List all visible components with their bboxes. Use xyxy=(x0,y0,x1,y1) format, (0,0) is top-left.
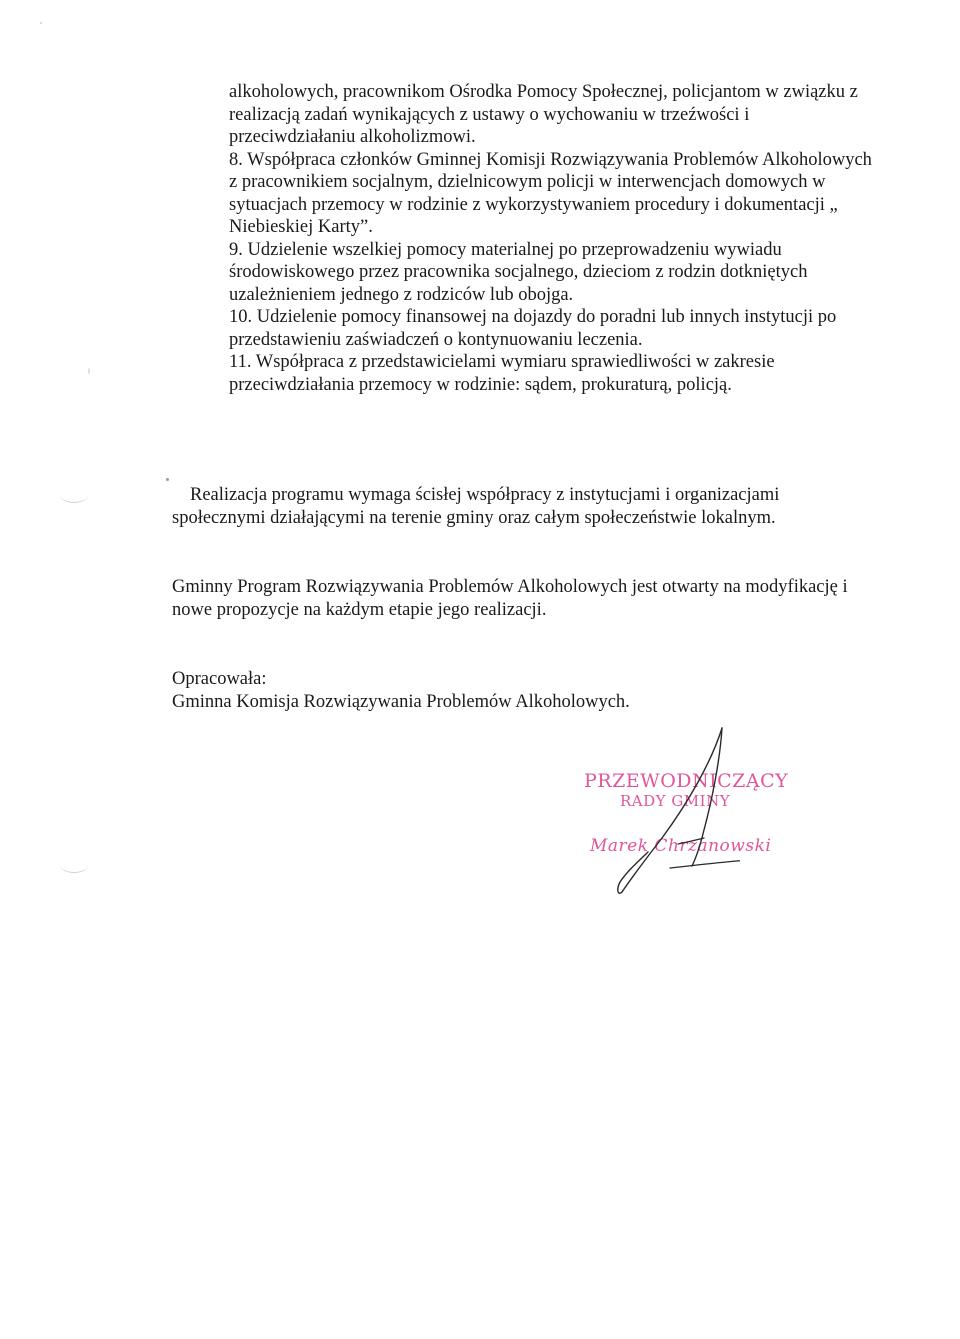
paragraph-realizacja xyxy=(172,484,872,529)
scan-speck xyxy=(88,368,90,374)
paragraph-realizacja-text: Realizacja programu wymaga ścisłej współpracy z instytucjami i organizacjami społecznymi działającymi na terenie gminy oraz całym społeczeństwie lokalnym. xyxy=(172,485,780,528)
scan-speck xyxy=(40,22,42,24)
scan-edge-mark xyxy=(60,858,88,873)
list-item: 10. Udzielenie pomocy finansowej na dojazdy do poradni lub innych instytucji po przedstawieniu zaświadczeń o kontynuowaniu leczenia. xyxy=(229,307,837,350)
scan-speck xyxy=(166,478,169,481)
stamp-name: Marek Chrzanowski xyxy=(590,836,772,856)
stamp-title: PRZEWODNICZĄCY xyxy=(584,770,789,792)
prepared-by-name: Gminna Komisja Rozwiązywania Problemów Alkoholowych. xyxy=(172,691,630,712)
list-item: 9. Udzielenie wszelkiej pomocy materialnej po przeprowadzeniu wywiadu środowiskowego przez pracownika socjalnego, dzieciom z rodzin dotkniętych uzależnieniem jednego z rodziców lub obojga. xyxy=(229,239,808,305)
scan-edge-mark xyxy=(60,488,88,503)
prepared-by-label: Opracowała: xyxy=(172,669,267,689)
paragraph-gminny-program: Gminny Program Rozwiązywania Problemów Alkoholowych jest otwarty na modyfikację i nowe propozycje na każdym etapie jego realizacji. xyxy=(172,577,848,620)
prepared-by-block xyxy=(172,668,872,713)
list-item: alkoholowych, pracownikom Ośrodka Pomocy Społecznej, policjantom w związku z realizacją zadań wynikających z ustawy o wychowaniu w trzeźwości i przeciwdziałaniu alkoholizmowi. xyxy=(229,82,858,147)
stamp-council: RADY GMINY xyxy=(620,792,731,810)
numbered-list xyxy=(229,81,879,396)
list-item: 11. Współpraca z przedstawicielami wymiaru sprawiedliwości w zakresie przeciwdziałania przemocy w rodzinie: sądem, prokuraturą, policją. xyxy=(229,352,775,395)
official-stamp xyxy=(582,770,792,890)
list-item: 8. Współpraca członków Gminnej Komisji Rozwiązywania Problemów Alkoholowych z pracownikiem socjalnym, dzielnicowym policji w interwencjach domowych w sytuacjach przemocy w rodzinie z wykorzystywaniem procedury i dokumentacji „ Niebieskiej Karty”. xyxy=(229,149,872,237)
